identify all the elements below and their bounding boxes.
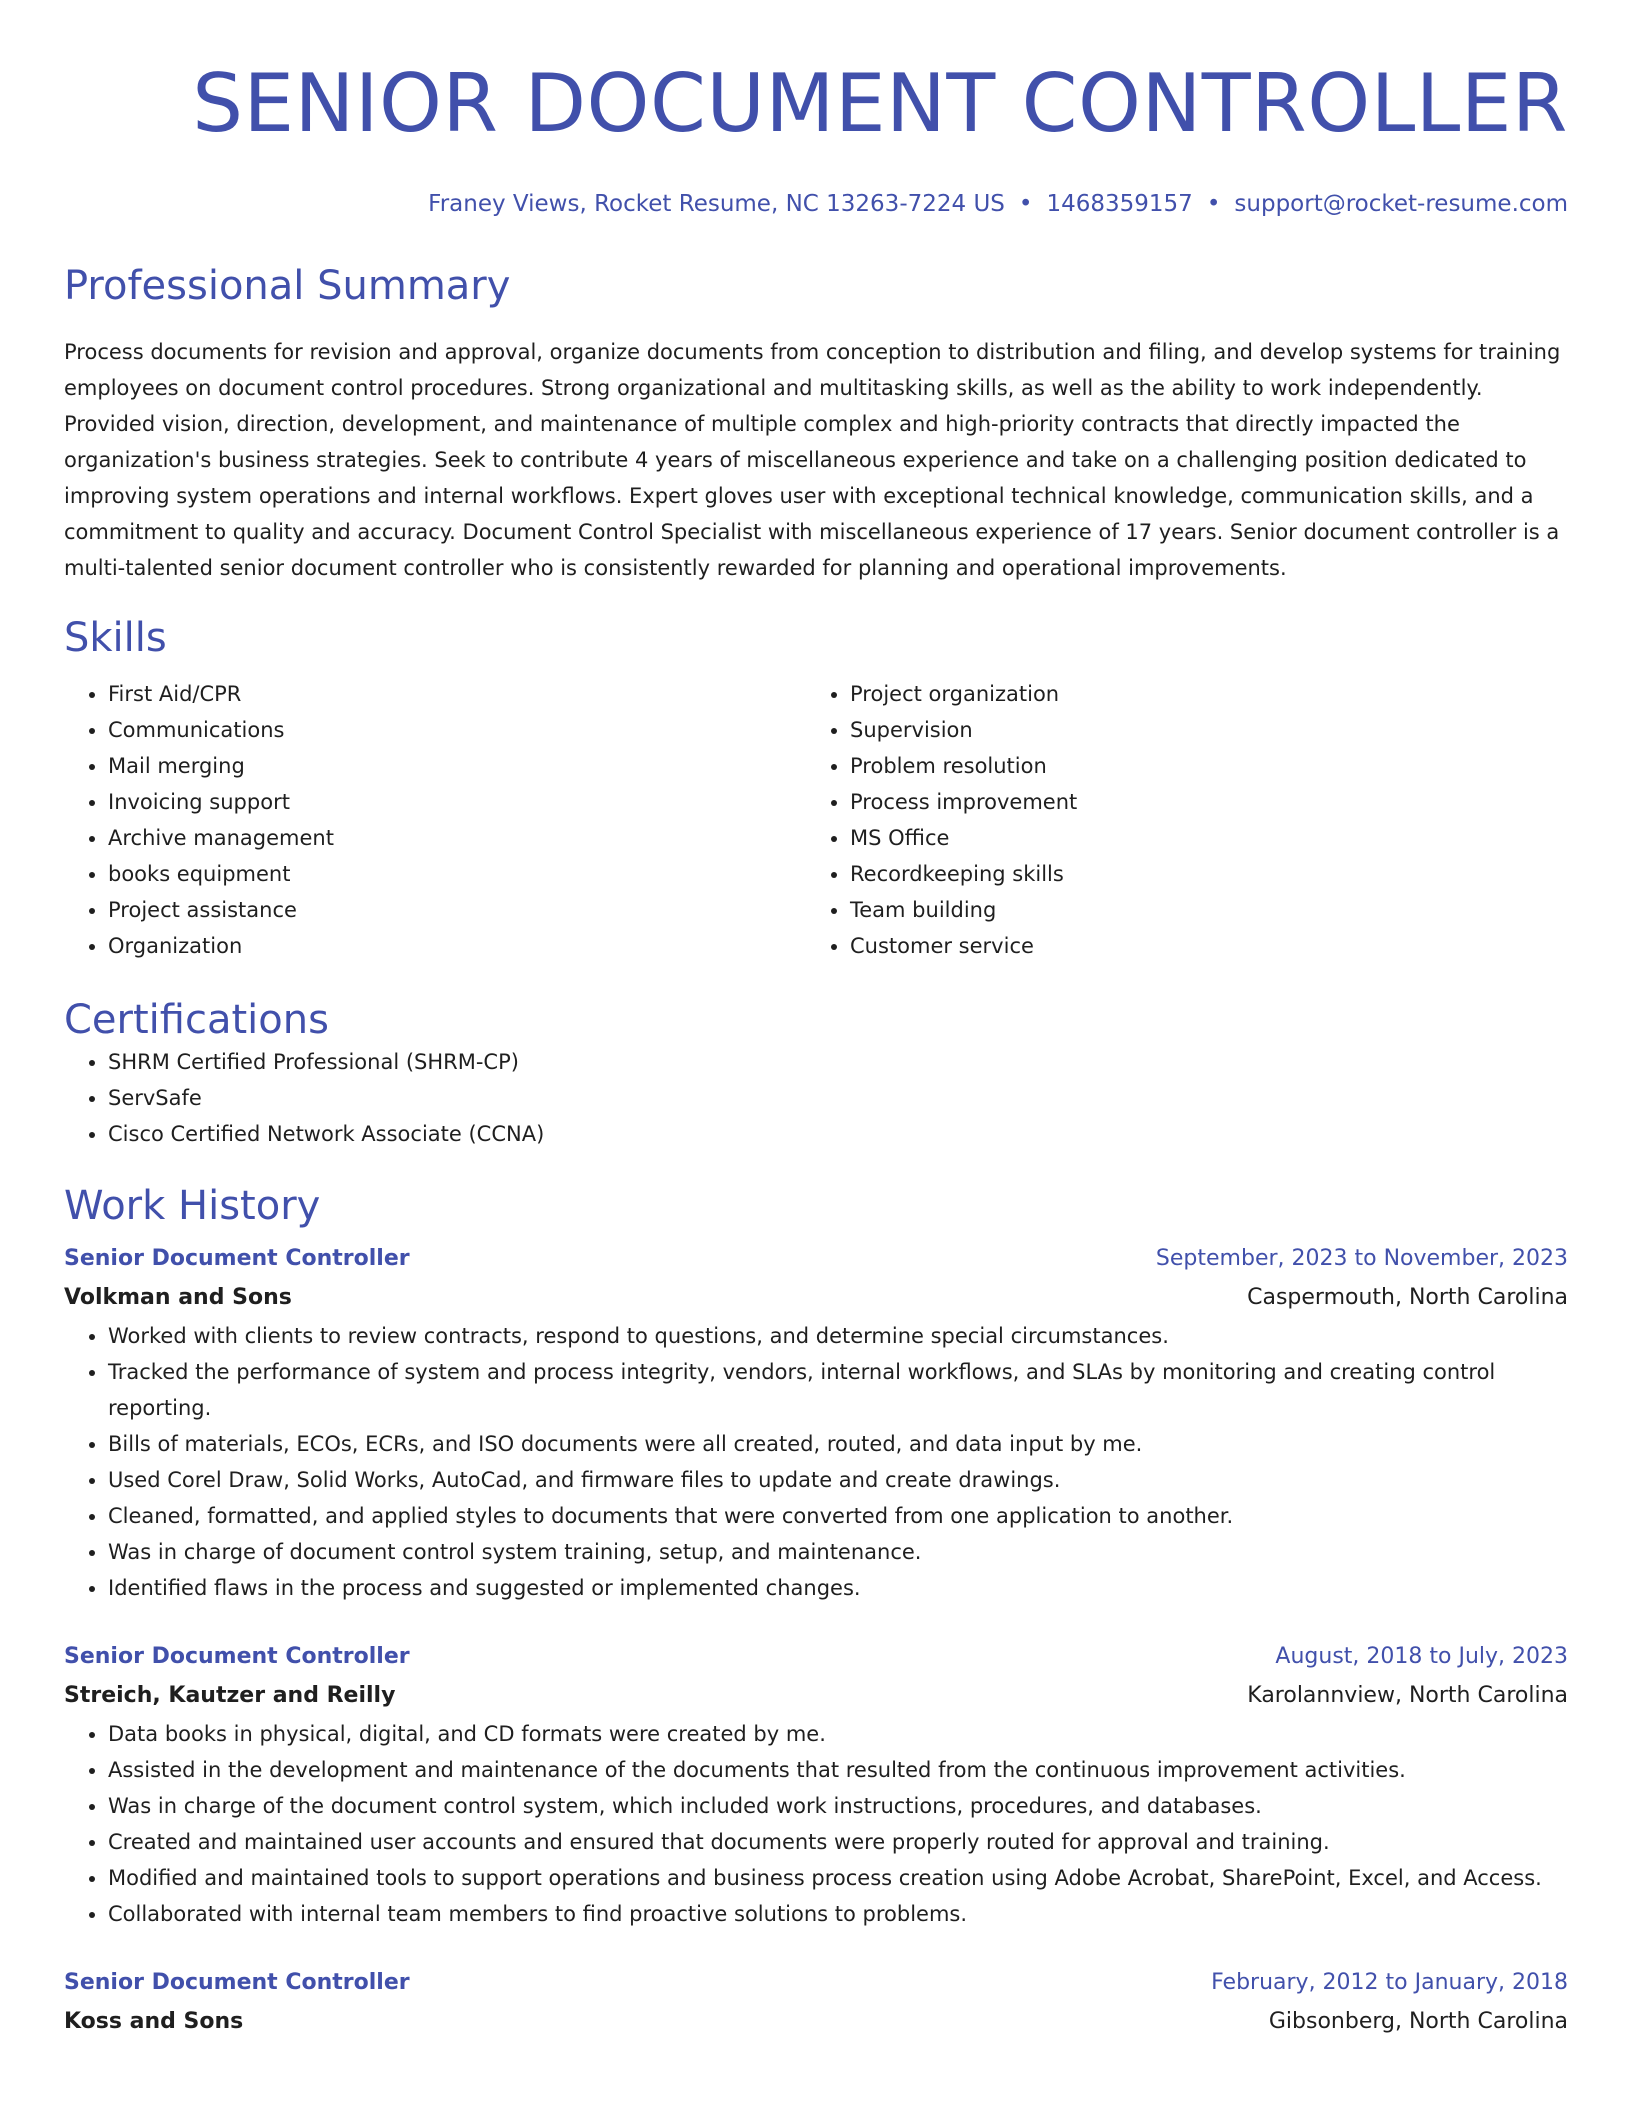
job-company-row: [64, 2002, 1568, 2042]
contact-line: [64, 188, 1568, 220]
job-bullet: • Tracked the performance of system and process integrity, vendors, internal workflows, and SLAs by monitoring and creating control reporting.: [108, 1354, 1568, 1426]
contact-phone: 1468359157: [1046, 191, 1193, 217]
job-dates: February, 2012 to January, 2018: [1211, 1970, 1568, 1995]
skills-grid: [64, 676, 1568, 964]
skills-column-right: [806, 676, 1548, 964]
skill-item: • MS Office: [850, 820, 1548, 856]
skill-item: • Customer service: [850, 928, 1548, 964]
job-header-row: [64, 1638, 1568, 1676]
skill-item: • books equipment: [108, 856, 806, 892]
job-title: Senior Document Controller: [64, 1970, 410, 1995]
job-bullet: • Data books in physical, digital, and CD formats were created by me.: [108, 1716, 1568, 1752]
job-entry: [64, 1964, 1568, 2042]
skills-list-right: [806, 676, 1548, 964]
skill-item: • Team building: [850, 892, 1548, 928]
candidate-title: SENIOR DOCUMENT CONTROLLER: [192, 57, 1568, 150]
job-bullet: • Was in charge of the document control system, which included work instructions, procedures, and databases.: [108, 1788, 1568, 1824]
skill-item: • Archive management: [108, 820, 806, 856]
skills-list-left: [64, 676, 806, 964]
job-dates: August, 2018 to July, 2023: [1275, 1644, 1568, 1669]
skill-item: • Invoicing support: [108, 784, 806, 820]
summary-text: Process documents for revision and approval, organize documents from conception to distribution and filing, and develop systems for training employees on document control procedures. Strong organizational and multitasking skills, as well as the ability to work independently. Provided vision, direction, development, and maintenance of multiple complex and high-priority contracts that directly impacted the organization's business strategies. Seek to contribute 4 years of miscellaneous experience and take on a challenging position dedicated to improving system operations and internal workflows. Expert gloves user with exceptional technical knowledge, communication skills, and a commitment to quality and accuracy. Document Control Specialist with miscellaneous experience of 17 years. Senior document controller is a multi-talented senior document controller who is consistently rewarded for planning and operational improvements.: [64, 340, 1561, 580]
job-company-row: [64, 1676, 1568, 1716]
job-company: Koss and Sons: [64, 2009, 244, 2034]
job-header-row: [64, 1964, 1568, 2002]
skill-item: • Problem resolution: [850, 748, 1548, 784]
certification-item: • ServSafe: [108, 1080, 1568, 1116]
certifications-heading: Certifications: [64, 997, 329, 1043]
skill-item: • Communications: [108, 712, 806, 748]
job-title: Senior Document Controller: [64, 1246, 410, 1271]
skill-item: • Supervision: [850, 712, 1548, 748]
skill-item: • Project organization: [850, 676, 1548, 712]
job-location: Caspermouth, North Carolina: [1247, 1285, 1568, 1310]
job-dates: September, 2023 to November, 2023: [1155, 1246, 1568, 1271]
job-bullet: • Collaborated with internal team members to find proactive solutions to problems.: [108, 1896, 1568, 1932]
skill-item: • Project assistance: [108, 892, 806, 928]
job-location: Karolannview, North Carolina: [1247, 1683, 1568, 1708]
job-bullet: • Was in charge of document control system training, setup, and maintenance.: [108, 1534, 1568, 1570]
job-company: Streich, Kautzer and Reilly: [64, 1683, 396, 1708]
summary-heading: Professional Summary: [64, 263, 511, 309]
job-title: Senior Document Controller: [64, 1644, 410, 1669]
contact-separator: •: [1018, 191, 1033, 217]
job-bullet: • Identified flaws in the process and suggested or implemented changes.: [108, 1570, 1568, 1606]
certification-item: • Cisco Certified Network Associate (CCNA): [108, 1116, 1568, 1152]
job-bullet: • Assisted in the development and maintenance of the documents that resulted from the continuous improvement activities.: [108, 1752, 1568, 1788]
job-header-row: [64, 1240, 1568, 1278]
job-entry: [64, 1240, 1568, 1606]
work-history-heading: Work History: [64, 1183, 321, 1229]
job-bullet: • Worked with clients to review contracts, respond to questions, and determine special circumstances.: [108, 1318, 1568, 1354]
job-bullets: [64, 1318, 1568, 1606]
skills-column-left: [64, 676, 806, 964]
job-bullet: • Bills of materials, ECOs, ECRs, and ISO documents were all created, routed, and data input by me.: [108, 1426, 1568, 1462]
job-bullet: • Created and maintained user accounts and ensured that documents were properly routed for approval and training.: [108, 1824, 1568, 1860]
contact-address: Franey Views, Rocket Resume, NC 13263-7224 US: [428, 191, 1005, 217]
job-entry: [64, 1638, 1568, 1932]
skills-heading: Skills: [64, 615, 167, 661]
skill-item: • Recordkeeping skills: [850, 856, 1548, 892]
job-company: Volkman and Sons: [64, 1285, 292, 1310]
certification-item: • SHRM Certified Professional (SHRM-CP): [108, 1044, 1568, 1080]
job-bullet: • Modified and maintained tools to support operations and business process creation using Adobe Acrobat, SharePoint, Excel, and Access.: [108, 1860, 1568, 1896]
skill-item: • Organization: [108, 928, 806, 964]
job-location: Gibsonberg, North Carolina: [1268, 2009, 1568, 2034]
job-bullets: [64, 1716, 1568, 1932]
job-bullet: • Used Corel Draw, Solid Works, AutoCad, and firmware files to update and create drawings.: [108, 1462, 1568, 1498]
job-bullet: • Cleaned, formatted, and applied styles to documents that were converted from one application to another.: [108, 1498, 1568, 1534]
skill-item: • Process improvement: [850, 784, 1548, 820]
skill-item: • First Aid/CPR: [108, 676, 806, 712]
skill-item: • Mail merging: [108, 748, 806, 784]
job-company-row: [64, 1278, 1568, 1318]
contact-separator: •: [1206, 191, 1221, 217]
contact-email[interactable]: support@rocket-resume.com: [1234, 191, 1568, 217]
certifications-list: [64, 1044, 1568, 1152]
